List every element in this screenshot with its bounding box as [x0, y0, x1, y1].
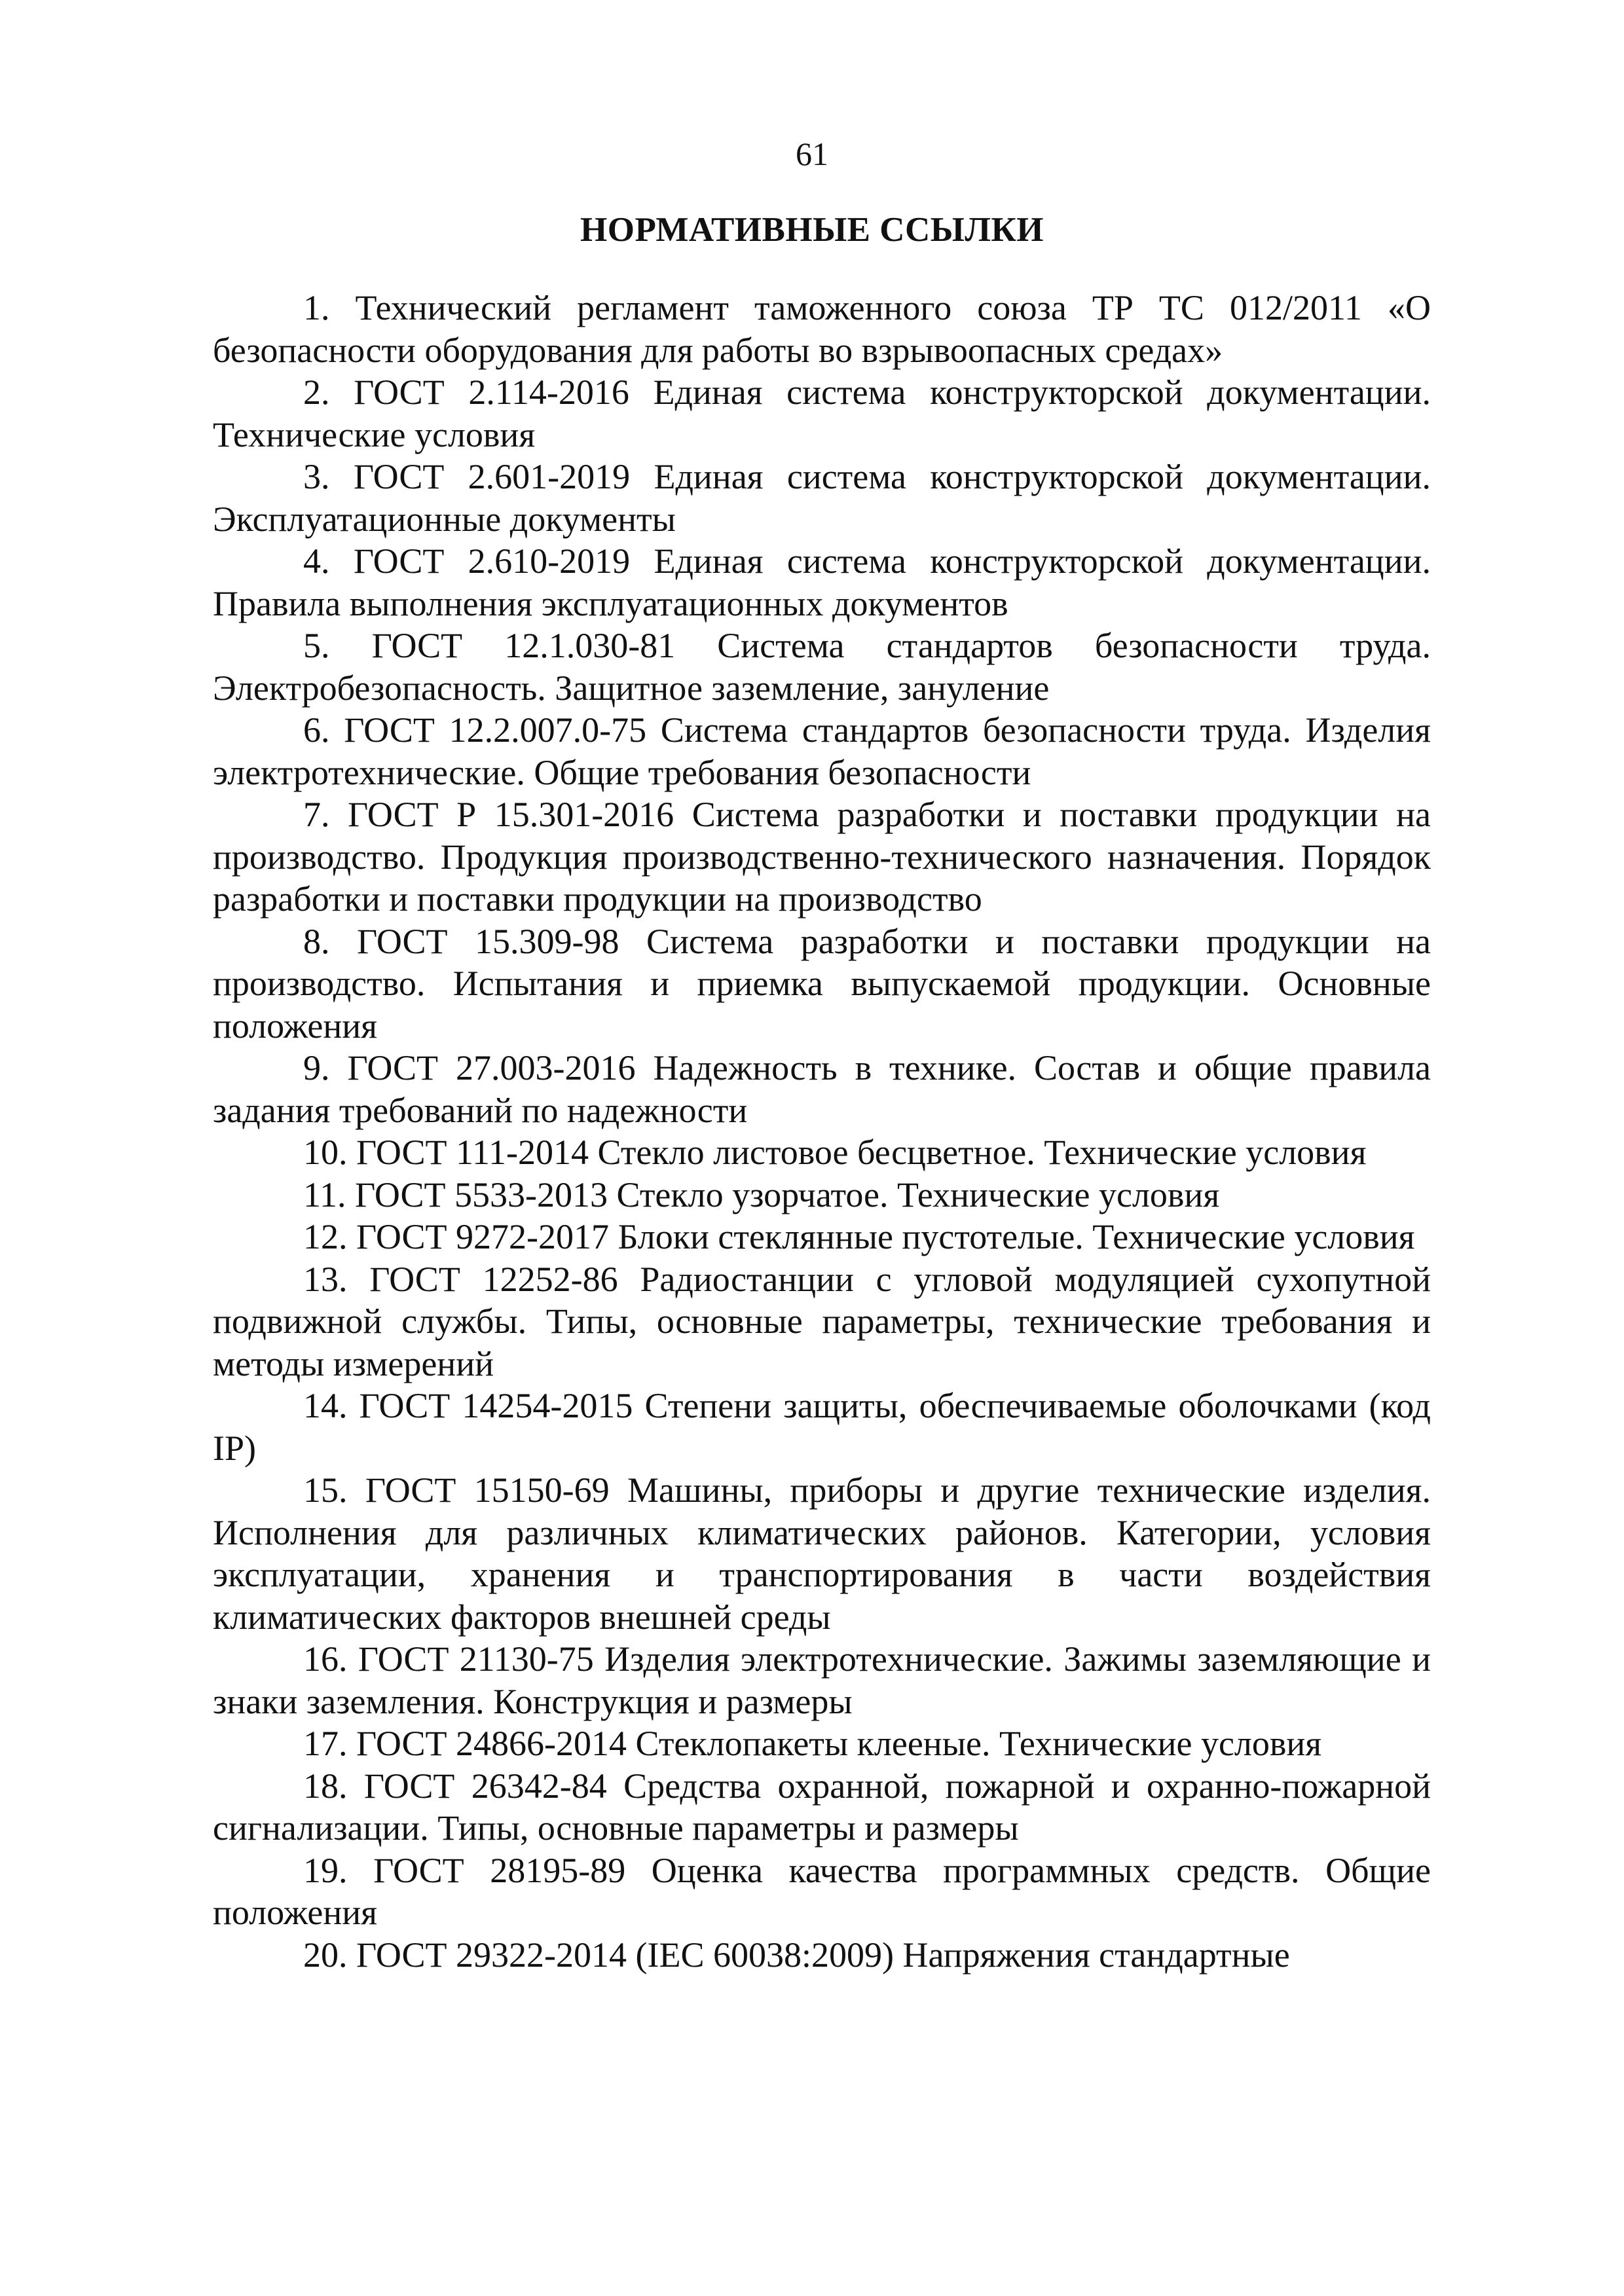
reference-text: ГОСТ 2.610-2019 Единая система конструкторской документации. Правила выполнения эксплуатационных документов — [213, 541, 1431, 623]
reference-number: 12. — [303, 1217, 348, 1256]
reference-number: 13. — [303, 1259, 348, 1299]
reference-text: ГОСТ 111-2014 Стекло листовое бесцветное. Технические условия — [356, 1133, 1367, 1172]
reference-item — [213, 1765, 1431, 1850]
reference-number: 19. — [303, 1850, 348, 1890]
references-list — [213, 287, 1431, 1976]
reference-text: ГОСТ 2.601-2019 Единая система конструкторской документации. Эксплуатационные документы — [213, 457, 1431, 539]
reference-text: ГОСТ 28195-89 Оценка качества программных средств. Общие положения — [213, 1850, 1431, 1932]
reference-text: Технический регламент таможенного союза ТР ТС 012/2011 «О безопасности оборудования для работы во взрывоопасных средах» — [213, 288, 1431, 370]
reference-item — [213, 1934, 1431, 1977]
reference-text: ГОСТ 26342-84 Средства охранной, пожарной и охранно-пожарной сигнализации. Типы, основные параметры и размеры — [213, 1766, 1431, 1848]
reference-number: 4. — [303, 541, 330, 581]
reference-item — [213, 1722, 1431, 1765]
reference-item — [213, 1385, 1431, 1469]
reference-number: 18. — [303, 1766, 348, 1806]
reference-text: ГОСТ 12.1.030-81 Система стандартов безопасности труда. Электробезопасность. Защитное заземление, зануление — [213, 626, 1431, 708]
reference-number: 17. — [303, 1724, 348, 1763]
reference-number: 16. — [303, 1639, 348, 1679]
reference-item — [213, 287, 1431, 371]
reference-text: ГОСТ 14254-2015 Степени защиты, обеспечиваемые оболочками (код IP) — [213, 1386, 1431, 1468]
reference-item — [213, 1850, 1431, 1934]
reference-number: 9. — [303, 1048, 330, 1087]
reference-number: 5. — [303, 626, 330, 665]
reference-text: ГОСТ 29322-2014 (IEC 60038:2009) Напряжения стандартные — [356, 1935, 1290, 1975]
reference-text: ГОСТ 12252-86 Радиостанции с угловой модуляцией сухопутной подвижной службы. Типы, основные параметры, технические требования и методы измерений — [213, 1259, 1431, 1383]
reference-number: 10. — [303, 1133, 348, 1172]
reference-number: 3. — [303, 457, 330, 496]
reference-number: 15. — [303, 1470, 348, 1510]
reference-item — [213, 540, 1431, 625]
reference-text: ГОСТ 12.2.007.0-75 Система стандартов безопасности труда. Изделия электротехнические. Общие требования безопасности — [213, 710, 1431, 792]
reference-number: 8. — [303, 921, 330, 961]
reference-number: 11. — [303, 1175, 346, 1214]
reference-number: 2. — [303, 373, 330, 412]
reference-text: ГОСТ Р 15.301-2016 Система разработки и поставки продукции на производство. Продукция производственно-технического назначения. Порядок разработки и поставки продукции на производство — [213, 795, 1431, 919]
page-number: 61 — [796, 136, 828, 172]
reference-number: 1. — [303, 288, 330, 327]
reference-text: ГОСТ 9272-2017 Блоки стеклянные пустотелые. Технические условия — [356, 1217, 1415, 1256]
reference-text: ГОСТ 15150-69 Машины, приборы и другие технические изделия. Исполнения для различных климатических районов. Категории, условия эксплуатации, хранения и транспортирования в части воздействия климатических факторов внешней среды — [213, 1470, 1431, 1637]
reference-text: ГОСТ 15.309-98 Система разработки и поставки продукции на производство. Испытания и приемка выпускаемой продукции. Основные положения — [213, 921, 1431, 1046]
reference-number: 14. — [303, 1386, 348, 1425]
reference-item — [213, 920, 1431, 1048]
reference-item — [213, 1047, 1431, 1131]
reference-item — [213, 1469, 1431, 1638]
reference-item — [213, 709, 1431, 793]
reference-item — [213, 1174, 1431, 1216]
reference-number: 7. — [303, 795, 330, 834]
reference-item — [213, 456, 1431, 540]
page-title: НОРМАТИВНЫЕ ССЫЛКИ — [580, 211, 1044, 249]
reference-item — [213, 625, 1431, 709]
reference-item — [213, 1258, 1431, 1385]
reference-text: ГОСТ 21130-75 Изделия электротехнические. Зажимы заземляющие и знаки заземления. Конструкция и размеры — [213, 1639, 1431, 1721]
reference-number: 20. — [303, 1935, 348, 1975]
reference-text: ГОСТ 27.003-2016 Надежность в технике. Состав и общие правила задания требований по надежности — [213, 1048, 1431, 1130]
reference-item — [213, 793, 1431, 920]
reference-text: ГОСТ 24866-2014 Стеклопакеты клееные. Технические условия — [356, 1724, 1322, 1763]
reference-item — [213, 1216, 1431, 1258]
reference-item — [213, 1638, 1431, 1722]
reference-item — [213, 1131, 1431, 1174]
reference-item — [213, 371, 1431, 456]
reference-number: 6. — [303, 710, 330, 750]
reference-text: ГОСТ 5533-2013 Стекло узорчатое. Технические условия — [355, 1175, 1220, 1214]
reference-text: ГОСТ 2.114-2016 Единая система конструкторской документации. Технические условия — [213, 373, 1431, 454]
